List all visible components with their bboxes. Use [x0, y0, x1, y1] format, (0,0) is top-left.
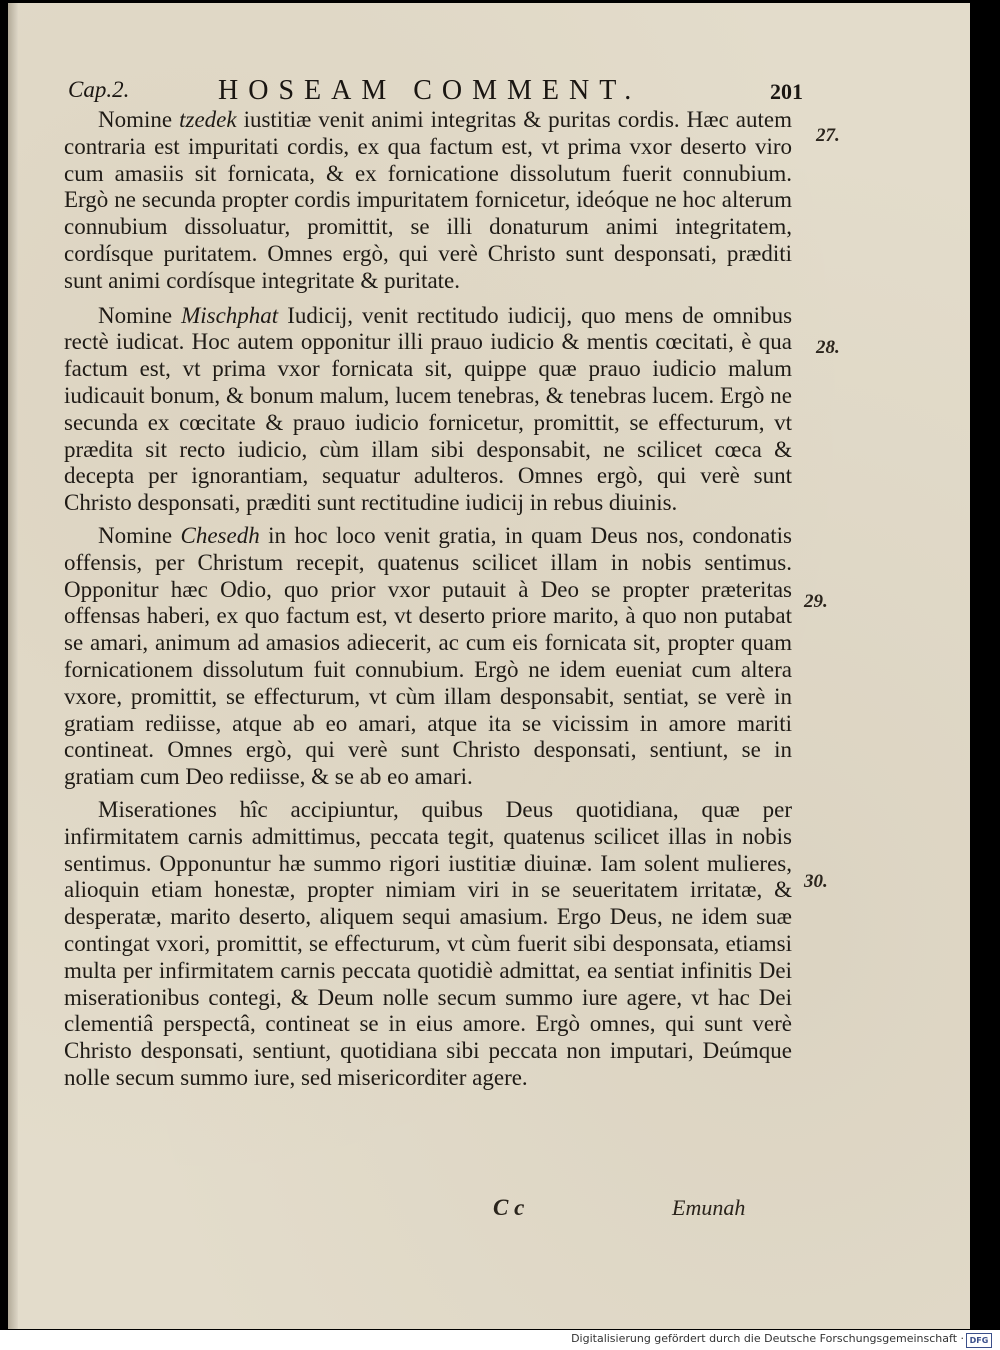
paragraph-lead: Nomine — [98, 107, 173, 132]
hebrew-term: tzedek — [179, 107, 237, 132]
dfg-logo: DFG — [966, 1333, 992, 1348]
running-header — [68, 75, 803, 109]
credit-bar — [0, 1330, 1000, 1350]
paragraph-lead: Nomine — [98, 522, 173, 548]
marginal-number: 30. — [804, 871, 828, 892]
paragraph-text: Iudicij, venit rectitudo iudicij, quo mens de omnibus rectè iudicat. Hoc autem opponitur illi prauo iudicio & mentis cœcitati, è qua factum est, vt prima vxor fornicata sit, quippe quæ prauo iudicio malum iudicauit bonum, & bonum malum, lucem tenebras, & tenebras lucem. Ergò ne secunda ex cœcitate & prauo iudicio fornicetur, promittit, se effecturum, vt prædita sit recto iudicio, cùm illam sibi desponsabit, ne scilicet cœca & decepta per ignorantiam, sequatur adulteros. Omnes ergò, qui verè sunt Christo desponsati, præditi sunt rectitudine iudicij in rebus diuinis. — [64, 302, 793, 516]
page-edge — [8, 3, 18, 1329]
signature-mark: C c — [493, 1195, 525, 1220]
running-title: HOSEAM COMMENT. — [218, 75, 642, 106]
marginal-number: 27. — [816, 125, 840, 146]
paragraph-text: in hoc loco venit gratia, in quam Deus nos, condonatis offensis, per Christum recepit, quatenus scilicet illam in nobis sentimus. Opponitur hæc Odio, quo prior vxor putauit à Deo se propter præteritas offensas haberi, ex quo factum est, vt deserto priore marito, à quo non putabat se amari, animum ad amasios adiecerit, ac cum eis fornicata sit, propter quam fornicationem dissolutum fuit connubium. Ergò ne idem eueniat cum altera vxore, promittit, se effecturum, vt cùm illam desponsabit, sentiat, se verè in gratiam rediisse, atque ab eo amari, atque ita se vicissim in amore mariti contineat. Omnes ergò, qui verè sunt Christo desponsati, sentiunt, se in gratiam cum Deo rediisse, & se ab eo amari. — [64, 522, 792, 790]
catchword: Emunah — [672, 1195, 746, 1220]
chapter-label: Cap.2. — [68, 77, 130, 102]
paragraph — [64, 107, 792, 295]
paragraph-text: iustitiæ venit animi integritas & puritas cordis. Hæc autem contraria est impuritati cordis, ex qua factum est, vt prima vxor deserto viro cum amasiis sit fornicata, & ex fornicatione dissolutum fuerit connubium. Ergò ne secunda propter cordis impuritatem fornicetur, ideóque ne hoc alterum connubium dissoluatur, promittit, se illi donaturum animi integritatem, cordísque puritatem. Omnes ergò, qui verè Christo sunt desponsati, præditi sunt animi cordísque integritate & puritate. — [64, 107, 793, 293]
page-number: 201 — [770, 79, 803, 104]
paragraph-lead: Nomine — [98, 302, 173, 328]
hebrew-term: Chesedh — [180, 522, 260, 548]
paragraph-text: Miserationes hîc accipiuntur, quibus Deus quotidiana, quæ per infirmitatem carnis admittimus, peccata tegit, quatenus scilicet illas in nobis sentimus. Opponuntur hæ summo rigori iustitiæ diuinæ. Iam solent mulieres, alioquin etiam honestæ, propter nimiam viri in se seueritatem irritatæ, & desperatæ, marito deserto, aliquem sequi amasium. Ergo Deus, ne idem suæ contingat vxori, promittit, se effecturum, vt cùm fuerit sibi desponsata, etiamsi multa per infirmitatem carnis peccata quotidiè admittat, ea sentiat infinitis Dei miserationibus contegi, & Deum nolle secum summo iure agere, vt hac Dei clementiâ perspectâ, contineat se in eius amore. Ergò omnes, qui sunt verè Christo desponsati, sentiunt, quotidiana sibi peccata non imputari, Deúmque nolle secum summo iure, sed misericorditer agere. — [64, 796, 792, 1090]
marginal-number: 28. — [816, 337, 840, 358]
body-text — [64, 107, 792, 1092]
book-page — [8, 3, 970, 1329]
credit-text: Digitalisierung gefördert durch die Deutsche Forschungsgemeinschaft · — [571, 1332, 964, 1345]
marginal-number: 29. — [804, 591, 828, 612]
hebrew-term: Mischphat — [181, 302, 279, 328]
paragraph — [64, 797, 792, 1092]
paragraph — [64, 303, 792, 517]
paragraph — [64, 523, 792, 791]
